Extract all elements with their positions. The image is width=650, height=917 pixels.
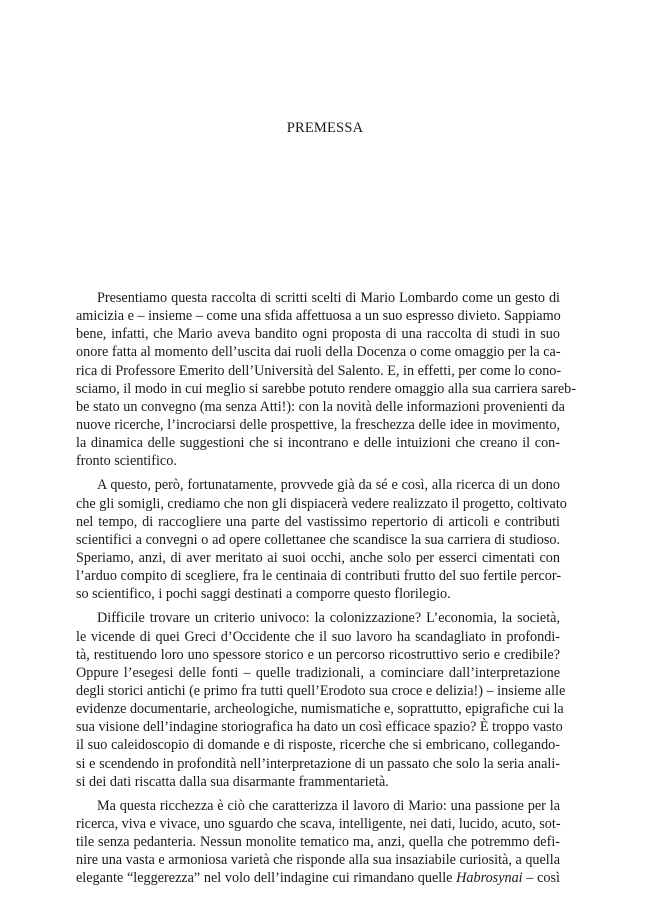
text-line: la dinamica delle suggestioni che si incontrano e delle intuizioni che creano il con- <box>76 435 560 452</box>
text-line: Ma questa ricchezza è ciò che caratterizza il lavoro di Mario: una passione per la <box>97 797 560 814</box>
text-line: Oppure l’esegesi delle fonti – quelle tradizionali, a cominciare dall’interpretazione <box>76 664 560 681</box>
text-line: be stato un convegno (ma senza Atti!): con la novità delle informazioni provenienti da <box>76 398 565 415</box>
chapter-title: PREMESSA <box>286 120 364 136</box>
text-line: nire una vasta e armoniosa varietà che risponde alla sua insaziabile curiosità, a quella <box>76 852 560 869</box>
text-line: degli storici antichi (e primo fra tutti quell’Erodoto sua croce e delizia!) – insieme alle <box>76 682 566 699</box>
text-line: il suo caleidoscopio di domande e di risposte, ricerche che si embricano, collegando- <box>76 737 560 754</box>
text-line: nel tempo, di raccogliere una parte del vastissimo repertorio di articoli e contributi <box>76 513 560 530</box>
text-line: l’arduo compito di scegliere, fra le centinaia di contributi frutto del suo fertile percor- <box>76 568 562 585</box>
text-line: le vicende di quei Greci d’Occidente che il suo lavoro ha scandagliato in profondi- <box>76 628 560 645</box>
text-line: si dei dati riscatta dalla sua disarmante frammentarietà. <box>76 773 389 790</box>
text-line: evidenze documentarie, archeologiche, numismatiche e, soprattutto, epigrafiche cui la <box>76 701 564 718</box>
text-line: che gli somigli, crediamo che non gli dispiacerà vedere realizzato il progetto, coltivato <box>76 495 567 512</box>
text-line: si e scendendo in profondità nell’interpretazione di un passato che solo la seria anali- <box>76 755 560 772</box>
text-line: tile senza pedanteria. Nessun monolite tematico ma, anzi, quella che potremmo defi- <box>76 834 560 851</box>
text-line: amicizia e – insieme – come una sfida affettuosa a un suo espresso divieto. Sappiamo <box>76 308 561 325</box>
text-line: Presentiamo questa raccolta di scritti scelti di Mario Lombardo come un gesto di <box>97 290 560 306</box>
text-line: so scientifico, i pochi saggi destinati a comporre questo florilegio. <box>76 586 451 603</box>
text-line: scientifici a convegni o ad opere collettanee che scandisce la sua carriera di studioso. <box>76 531 560 548</box>
body-text <box>76 289 576 888</box>
text-line: nuove ricerche, l’incrociarsi delle prospettive, la freschezza delle idee in movimento, <box>76 416 560 433</box>
text-line: rica di Professore Emerito dell’Università del Salento. E, in effetti, per come lo cono- <box>76 362 562 379</box>
text-fragment: – così <box>522 870 560 887</box>
text-line: bene, infatti, che Mario aveva bandito ogni proposta di una raccolta di studi in suo <box>76 326 560 343</box>
text-line: Speriamo, anzi, di aver meritato ai suoi occhi, anche solo per esserci cimentati con <box>76 549 560 566</box>
text-line: Difficile trovare un criterio univoco: la colonizzazione? L’economia, la società, <box>97 610 560 627</box>
text-line: A questo, però, fortunatamente, provvede già da sé e così, alla ricerca di un dono <box>97 477 560 494</box>
text-line: elegante “leggerezza” nel volo dell’indagine cui rimandano quelle Habrosynai – così <box>76 870 560 887</box>
text-line: ricerca, viva e vivace, uno sguardo che scava, intelligente, nei dati, lucido, acuto, sot- <box>76 815 561 832</box>
text-line: fronto scientifico. <box>76 453 177 470</box>
text-line: tà, restituendo loro uno spessore storico e un percorso ricostruttivo serio e credibile? <box>76 646 560 663</box>
text-line: sua visione dell’indagine storiografica ha dato un così efficace spazio? È troppo vasto <box>76 719 563 736</box>
italic-term: Habrosynai <box>456 870 523 887</box>
text-line: onore fatta al momento dell’uscita dai ruoli della Docenza o come omaggio per la ca- <box>76 344 561 361</box>
text-line: sciamo, il modo in cui meglio si sarebbe potuto rendere omaggio alla sua carriera sareb- <box>76 380 576 397</box>
